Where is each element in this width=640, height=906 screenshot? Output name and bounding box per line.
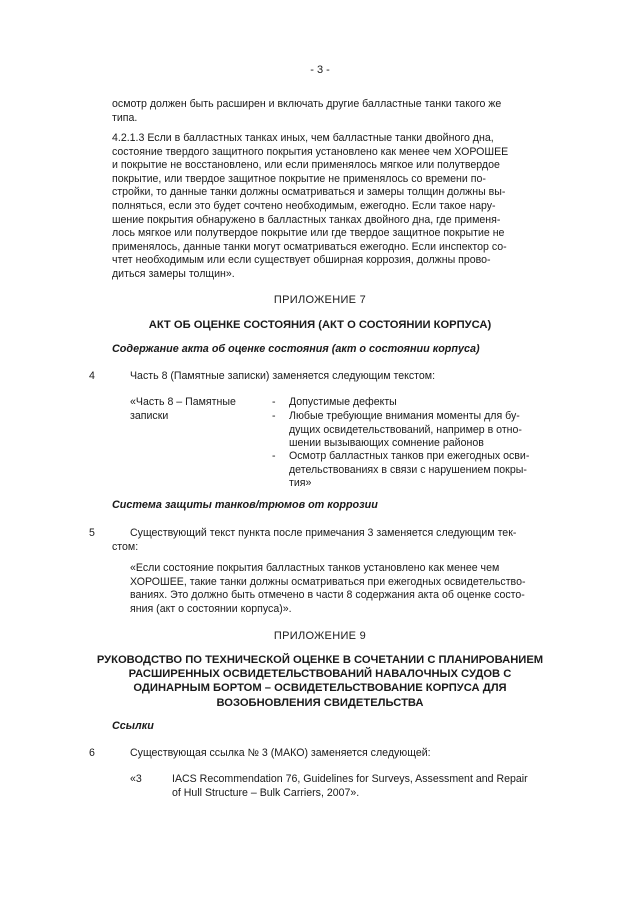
reference-number: «3 [130, 773, 142, 785]
text-line: ОДИНАРНЫМ БОРТОМ – ОСВИДЕТЕЛЬСТВОВАНИЕ КОРПУСА ДЛЯ [133, 682, 507, 695]
text-line: ваниях. Это должно быть отмечено в части 8 содержания акта об оценке состо- [130, 589, 525, 602]
text-line: чтет необходимым или если существует обширная коррозия, должны прово- [112, 254, 491, 267]
text-line: Допустимые дефекты [289, 396, 397, 408]
annex-9-title [60, 653, 580, 710]
text-line: «Если состояние покрытия балластных танков установлено как менее чем [130, 562, 500, 574]
text-line: Любые требующие внимания моменты для бу- [289, 410, 520, 422]
text-line: применялось, данные танки могут осматриваться ежегодно. Если инспектор со- [112, 240, 507, 253]
annex-7-label: ПРИЛОЖЕНИЕ 7 [273, 294, 367, 306]
bullet-dash: - [272, 396, 276, 408]
text-line: покрытие, или твердое защитное покрытие не применялось со времени по- [112, 172, 486, 185]
text-line: ХОРОШЕЕ, такие танки должны осматриваться при ежегодных освидетельство- [130, 575, 526, 588]
text-line: РУКОВОДСТВО ПО ТЕХНИЧЕСКОЙ ОЦЕНКЕ В СОЧЕТАНИИ С ПЛАНИРОВАНИЕМ [96, 654, 544, 666]
annex-7-subheading: Содержание акта об оценке состояния (акт о состоянии корпуса) [112, 343, 480, 355]
bullet-text [289, 410, 573, 451]
bullet-dash: - [272, 450, 276, 462]
text-line: осмотр должен быть расширен и включать другие балластные танки такого же [112, 98, 502, 110]
text-line: диться замеры толщин». [112, 267, 235, 280]
text-line: детельствованиях в связи с нарушением покры- [289, 463, 527, 476]
text-line: состояние твердого защитного покрытия установлено как менее чем ХОРОШЕЕ [112, 145, 509, 158]
text-line: шении вызывающих сомнение районов [289, 437, 484, 450]
bullet-dash: - [272, 410, 276, 422]
item-5-text [130, 527, 574, 541]
text-line: и покрытие не восстановлено, или если применялось мягкое или полутвердое [112, 159, 500, 172]
text-line: стом: [112, 541, 139, 553]
item-number-4: 4 [89, 370, 95, 382]
text-line: тия» [289, 477, 312, 490]
bullet-text [289, 450, 573, 491]
text-line: лось мягкое или полутвердое покрытие или где твердое защитное покрытие не [112, 227, 505, 240]
text-line: Существующий текст пункта после примечания 3 заменяется следующим тек- [130, 527, 517, 539]
annex-7-title: АКТ ОБ ОЦЕНКЕ СОСТОЯНИЯ (АКТ О СОСТОЯНИИ КОРПУСА) [148, 319, 492, 331]
item-5-quote [130, 562, 574, 616]
reference-text [172, 773, 574, 800]
item-number-6: 6 [89, 747, 95, 759]
item-6-text: Существующая ссылка № 3 (МАКО) заменяется следующей: [130, 747, 431, 759]
paragraph-continuation [112, 98, 574, 125]
item-5-text-cont [112, 541, 412, 555]
item-4-text: Часть 8 (Памятные записки) заменяется следующим текстом: [130, 370, 436, 382]
bullet-text [289, 396, 573, 410]
text-line: IACS Recommendation 76, Guidelines for Surveys, Assessment and Repair [172, 773, 528, 785]
text-line: полняться, если это будет сочтено необходимым, ежегодно. Если такое нару- [112, 199, 496, 212]
text-line: of Hull Structure – Bulk Carriers, 2007». [172, 786, 360, 799]
text-line: записки [130, 409, 169, 422]
text-line: типа. [112, 111, 138, 124]
text-line: Осмотр балластных танков при ежегодных осви- [289, 450, 530, 462]
text-line: 4.2.1.3 Если в балластных танках иных, чем балластные танки двойного дна, [112, 132, 494, 144]
annex-9-label: ПРИЛОЖЕНИЕ 9 [273, 630, 367, 642]
part-8-label [130, 396, 270, 423]
item-number-5: 5 [89, 527, 95, 539]
annex-7-subheading-2: Система защиты танков/трюмов от коррозии [112, 499, 378, 511]
annex-9-subheading: Ссылки [112, 720, 154, 732]
text-line: ВОЗОБНОВЛЕНИЯ СВИДЕТЕЛЬСТВА [216, 696, 424, 709]
text-line: яния (акт о состоянии корпуса)». [130, 602, 292, 615]
text-line: «Часть 8 – Памятные [130, 396, 236, 408]
text-line: РАСШИРЕННЫХ ОСВИДЕТЕЛЬСТВОВАНИЙ НАВАЛОЧНЫХ СУДОВ С [128, 668, 512, 681]
text-line: стройки, то данные танки должны осматриваться и замеры толщин должны вы- [112, 186, 506, 199]
text-line: дущих освидетельствований, например в отно- [289, 423, 522, 436]
text-line: шение покрытия обнаружено в балластных танках двойного дна, где применя- [112, 213, 501, 226]
page-number: - 3 - [310, 64, 330, 76]
paragraph-4-2-1-3 [112, 132, 574, 282]
